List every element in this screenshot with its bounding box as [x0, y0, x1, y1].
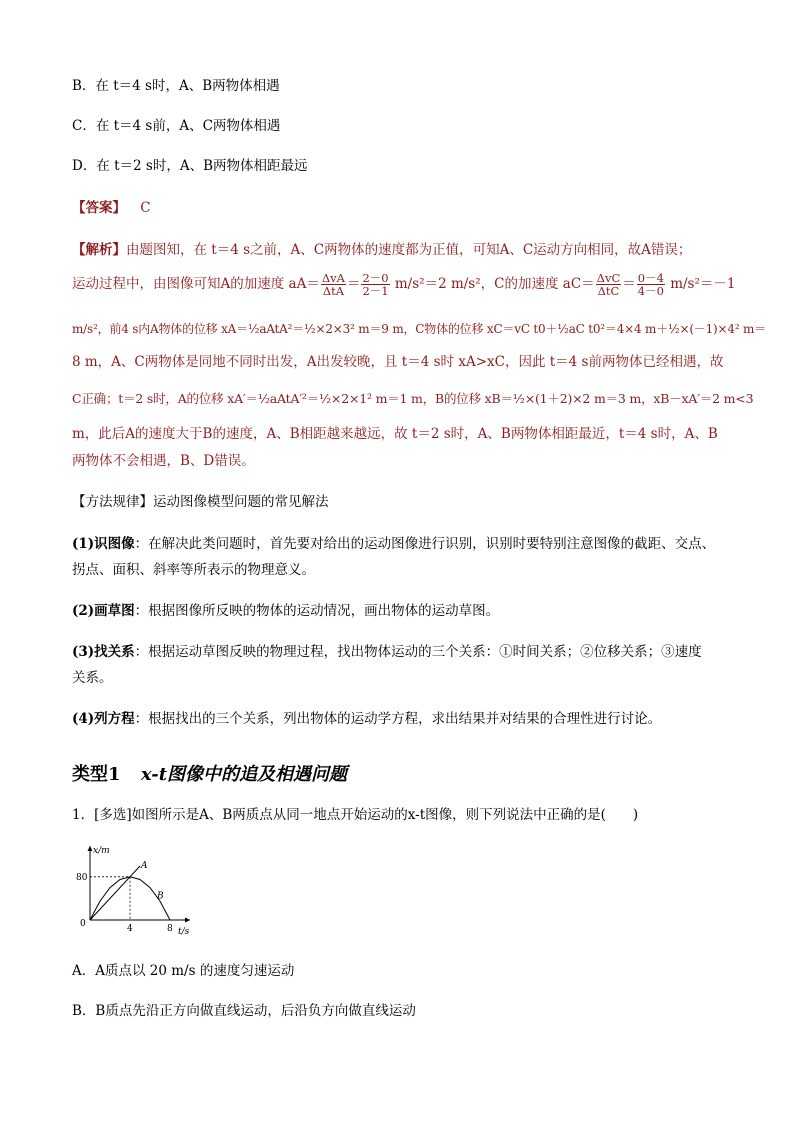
- analysis-line-3: m/s²，前4 s内A物体的位移 xA＝½aAtA²＝½×2×3² m＝9 m，C物体的位移 xC＝vC t0＋½aC t0²＝4×4 m＋½×(－1)×4² m＝: [72, 322, 767, 336]
- series-a-label: A: [141, 861, 148, 871]
- y-axis-label: x/m: [93, 846, 110, 856]
- x-t-chart: [76, 842, 196, 937]
- analysis-line-2: 运动过程中，由图像可知A的加速度 aA＝ $\frac{\text{ΔvA}}{\text{ΔtA}}$ ＝ $\frac{2-0}{2-1}$ m/s²＝2 m/s²，C的加速度 aC＝ $\frac{\text{ΔvC}}{\text{ΔtC}}$ ＝ $\frac{0-4}{4-0}$ m/s²＝－1: [72, 271, 736, 298]
- x-axis-label: t/s: [178, 927, 190, 937]
- analysis-label: 【解析】: [72, 242, 126, 258]
- series-b-label: B: [157, 891, 164, 902]
- answer-value: C: [140, 200, 151, 216]
- tick-label-y-80: 80: [76, 872, 88, 883]
- section-heading: [72, 760, 347, 786]
- method-step-3: (3)找关系：根据运动草图反映的物理过程，找出物体运动的三个关系：①时间关系；②位移关系；③速度: [72, 644, 702, 660]
- method-step-2: (2)画草图：根据图像所反映的物体的运动情况，画出物体的运动草图。: [72, 603, 500, 619]
- fraction-dv-dt-c: $\frac{\text{ΔvC}}{\text{ΔtC}}$: [596, 271, 621, 298]
- tick-label-x-4: 4: [127, 924, 133, 934]
- question-text: 1．[多选]如图所示是A、B两质点从同一地点开始运动的x-t图像，则下列说法中正确的是( ): [72, 807, 639, 823]
- section-title: x-t图像中的追及相遇问题: [140, 764, 348, 785]
- analysis-line-1: [72, 241, 691, 259]
- method-step-4: (4)列方程：根据找出的三个关系，列出物体的运动学方程，求出结果并对结果的合理性进行讨论。: [72, 711, 662, 727]
- analysis-line-5: C正确；t＝2 s时，A的位移 xA′＝½aAtA′²＝½×2×1² m＝1 m，B的位移 xB＝½×(1＋2)×2 m＝3 m，xB－xA′＝2 m<3: [72, 391, 754, 406]
- option-b-bottom: B．B质点先沿正方向做直线运动，后沿负方向做直线运动: [72, 1003, 416, 1019]
- answer-line: [72, 199, 151, 217]
- fraction-dv-dt-a: $\frac{\text{ΔvA}}{\text{ΔtA}}$: [321, 271, 345, 298]
- analysis-line-4: 8 m，A、C两物体是同地不同时出发，A出发较晚，且 t＝4 s时 xA>xC，因此 t＝4 s前两物体已经相遇，故: [72, 354, 724, 370]
- analysis-text-2a: 运动过程中，由图像可知A的加速度 aA＝: [72, 276, 320, 292]
- x-axis-arrow: [185, 918, 190, 923]
- method-step-3-cont: 关系。: [72, 670, 113, 686]
- method-step-1-cont: 拐点、面积、斜率等所表示的物理意义。: [72, 562, 315, 578]
- analysis-text-2c: m/s²＝－1: [665, 276, 736, 292]
- fraction-value-a: $\frac{2-0}{2-1}$: [362, 271, 389, 298]
- analysis-text-1: 由题图知，在 t＝4 s之前，A、C两物体的速度都为正值，可知A、C运动方向相同，故A错误；: [126, 242, 692, 258]
- analysis-line-6: m，此后A的速度大于B的速度，A、B相距越来越远，故 t＝2 s时，A、B两物体相距最近，t＝4 s时，A、B: [72, 426, 718, 442]
- analysis-line-7: 两物体不会相遇，B、D错误。: [72, 453, 255, 469]
- option-a-bottom: A．A质点以 20 m/s 的速度匀速运动: [72, 963, 295, 979]
- series-a-line: [90, 866, 140, 920]
- option-d: D．在 t＝2 s时，A、B两物体相距最远: [72, 158, 308, 174]
- answer-label: 【答案】: [72, 200, 126, 216]
- fraction-value-c: $\frac{0-4}{4-0}$: [637, 271, 664, 298]
- y-axis-arrow: [88, 846, 93, 851]
- option-c: C．在 t＝4 s前，A、C两物体相遇: [72, 118, 281, 134]
- option-b: B．在 t＝4 s时，A、B两物体相遇: [72, 78, 280, 94]
- tick-label-origin: 0: [80, 919, 86, 929]
- method-step-1: (1)识图像：在解决此类问题时，首先要对给出的运动图像进行识别，识别时要特别注意图像的截距、交点、: [72, 536, 716, 552]
- analysis-text-2b: m/s²＝2 m/s²，C的加速度 aC＝: [390, 276, 595, 292]
- method-title: 【方法规律】运动图像模型问题的常见解法: [72, 494, 329, 510]
- section-type: 类型1: [72, 764, 121, 785]
- tick-label-x-8: 8: [167, 924, 173, 934]
